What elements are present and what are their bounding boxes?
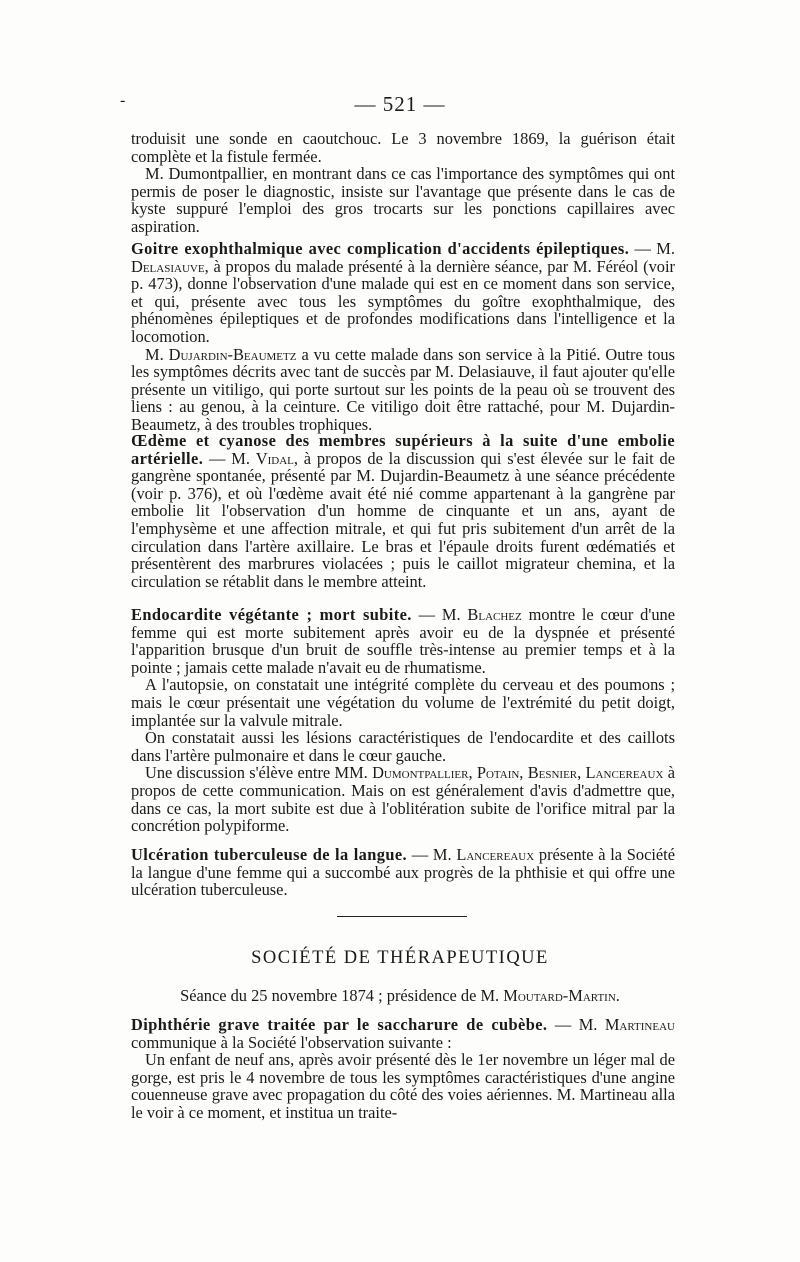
endocardite-p4-lead: Une discussion s'élève entre MM. <box>145 763 373 783</box>
endocardite-p4-authors: Dumontpallier, Potain, Besnier, Lancereaux <box>372 763 664 783</box>
endocardite-title: Endocardite végétante ; mort subite. <box>131 605 412 624</box>
endocardite-paragraph-1: montre le cœur d'une femme qui est morte subitement après avoir eu de la dyspnée et présenté l'apparition brusque d'un bruit de souffle très-intense au premier temps et à la pointe ; jamais cette malade n'avait eu de rhumatisme. <box>131 605 675 677</box>
goitre-dash: — M. <box>629 239 675 258</box>
oedeme-section <box>131 432 675 590</box>
intro-section <box>131 130 675 236</box>
page-number: — 521 — <box>354 92 446 116</box>
oedeme-title: Œdème et cyanose des membres supérieurs à la suite d'une embolie artérielle. <box>131 431 675 468</box>
ulceration-title: Ulcération tuberculeuse de la langue. <box>131 845 408 864</box>
oedeme-paragraph: , à propos de la discussion qui s'est élevée sur le fait de gangrène spontanée, présenté par M. Dujardin-Beaumetz à une séance précédente (voir p. 376), et où l'œdème avait été nié comme appartenant à la gangrène par embolie lit l'observation d'un homme de cinquante et un ans, ayant de l'emphysème et une affection mitrale, et qui fut pris subitement d'un arrêt de la circulation dans l'artère axillaire. Le bras et l'épaule droits furent œdématiés et présentèrent des marbrures violacées ; puis le caillot migrateur chemina, et la circulation se rétablit dans le membre atteint. <box>131 448 675 591</box>
diphtherie-paragraph-2: Un enfant de neuf ans, après avoir présenté dès le 1er novembre un léger mal de gorge, est pris le 4 novembre de tous les symptômes caractéristiques d'une angine couenneuse grave avec propagation du côté des voies aériennes. M. Martineau alla le voir à ce moment, et institua un traite- <box>131 1050 675 1122</box>
ulceration-section <box>131 846 675 899</box>
goitre-title: Goitre exophthalmique avec complication d'accidents épileptiques. <box>131 239 630 258</box>
seance-line <box>0 986 800 1006</box>
oedeme-dash: — M. <box>203 448 256 468</box>
goitre-p2-lead: M. <box>145 344 169 364</box>
section-divider <box>337 916 467 917</box>
intro-paragraph-1: troduisit une sonde en caoutchouc. Le 3 novembre 1869, la guérison était complète et la fistule fermée. <box>131 129 675 166</box>
goitre-p2-author: Dujardin-Beaumetz <box>168 344 297 364</box>
society-heading: SOCIÉTÉ DE THÉRAPEUTIQUE <box>251 948 549 968</box>
seance-president: Moutard-Martin <box>503 986 616 1005</box>
ulceration-author: Lancereaux <box>456 845 535 864</box>
goitre-section <box>131 240 675 434</box>
ulceration-paragraph: présente à la Société la langue d'une femme qui a succombé aux progrès de la phthisie et qui offre une ulcération tuberculeuse. <box>131 845 676 900</box>
diphtherie-dash: — M. <box>547 1015 605 1034</box>
goitre-author: Delasiauve <box>131 256 205 276</box>
page-header <box>0 92 800 117</box>
endocardite-section <box>131 606 675 835</box>
diphtherie-title: Diphthérie grave traitée par le saccharure de cubèbe. <box>131 1015 548 1034</box>
goitre-paragraph-1: , à propos du malade présenté à la dernière séance, par M. Féréol (voir p. 473), donne l'observation d'une malade qui est en ce moment dans son service, et qui, présente avec tous les symptômes du goître exophthalmique, des phénomènes épileptiques et de profondes modifications dans l'intelligence et la locomotion. <box>131 256 675 346</box>
header-mark: - <box>120 92 127 109</box>
intro-paragraph-2: M. Dumontpallier, en montrant dans ce cas l'importance des symptômes qui ont permis de poser le diagnostic, insiste sur l'avantage que présente dans le cas de kyste suppuré l'emploi des gros trocarts sur les ponctions capillaires avec aspiration. <box>131 164 675 236</box>
ulceration-dash: — M. <box>407 845 457 864</box>
endocardite-paragraph-4: à propos de cette communication. Mais on est généralement d'avis d'admettre que, dans ce cas, la mort subite est due à l'oblitération subite de l'orifice mitral par la concrétion polypiforme. <box>131 763 675 836</box>
seance-end: . <box>615 986 620 1005</box>
endocardite-author: Blachez <box>467 605 522 624</box>
endocardite-dash: — M. <box>411 605 468 624</box>
endocardite-paragraph-2: A l'autopsie, on constatait une intégrité complète du cerveau et des poumons ; mais le cœur présentait une végétation du volume de l'extrémité du petit doigt, implantée sur la valvule mitrale. <box>131 675 675 730</box>
endocardite-paragraph-3: On constatait aussi les lésions caractéristiques de l'endocardite et des caillots dans l'artère pulmonaire et dans le cœur gauche. <box>131 728 675 765</box>
goitre-paragraph-2: a vu cette malade dans son service à la Pitié. Outre tous les symptômes décrits avec tant de succès par M. Delasiauve, il faut ajouter qu'elle présente un vitiligo, qui porte surtout sur les points de la peau où se trouvent des liens : au genou, à la ceinture. Ce vitiligo doit être rattaché, pour M. Dujardin-Beaumetz, à des troubles trophiques. <box>131 344 675 434</box>
diphtherie-author: Martineau <box>604 1015 675 1034</box>
diphtherie-paragraph-1: communique à la Société l'observation suivante : <box>131 1032 452 1052</box>
oedeme-author: Vidal <box>255 448 294 468</box>
diphtherie-section <box>131 1016 675 1122</box>
seance-lead: Séance du 25 novembre 1874 ; présidence de M. <box>180 986 504 1005</box>
